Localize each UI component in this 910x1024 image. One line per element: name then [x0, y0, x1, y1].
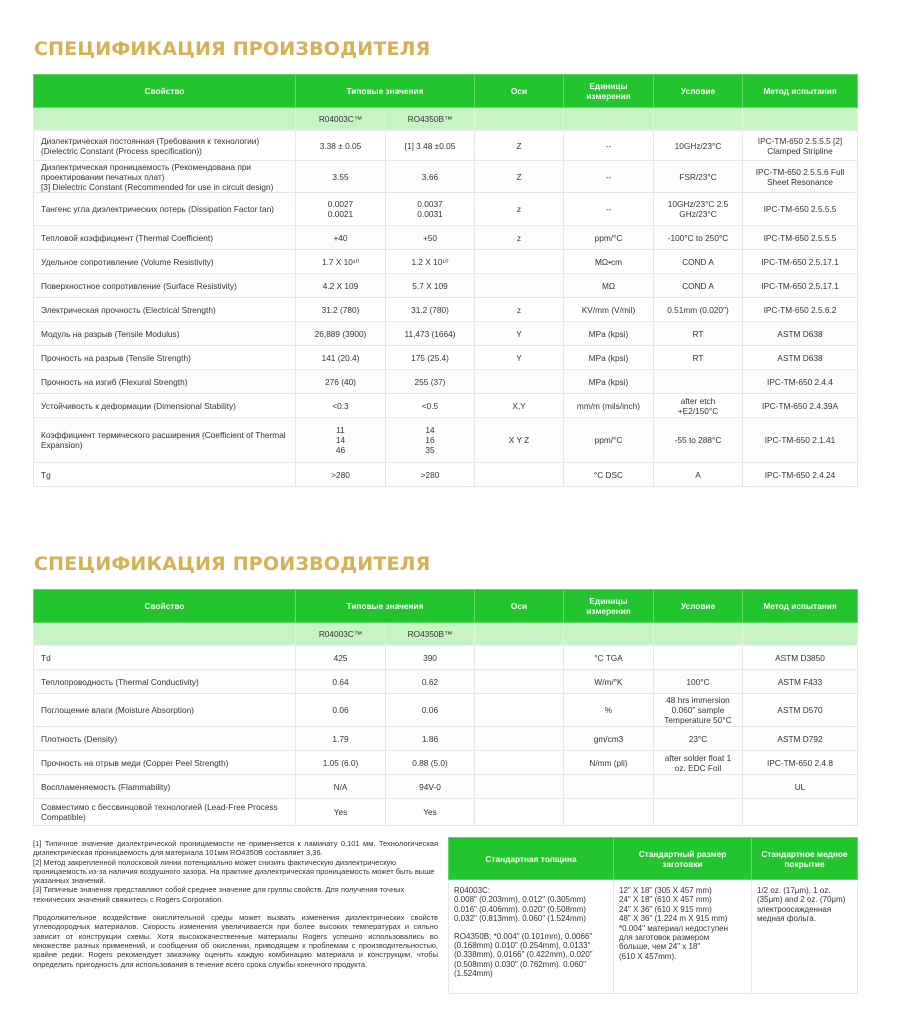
property-cell: Электрическая прочность (Electrical Strength) [34, 298, 296, 322]
axis-cell: X Y Z [475, 418, 564, 463]
table-row [34, 161, 858, 193]
unit-cell: -- [564, 131, 654, 161]
material-b-cell: >280 [386, 463, 475, 487]
material-a-cell: 26,889 (3900) [296, 322, 386, 346]
unit-cell: ppm/°C [564, 418, 654, 463]
material-b-header: RO4350B™ [386, 108, 475, 131]
material-b-cell: 31.2 (780) [386, 298, 475, 322]
col-header-typical: Типовые значения [296, 75, 475, 108]
property-cell: Td [34, 646, 296, 670]
material-a-cell: 0.64 [296, 670, 386, 694]
property-cell: Устойчивость к деформации (Dimensional Stability) [34, 394, 296, 418]
method-cell: IPC-TM-650 2.5.17.1 [743, 250, 858, 274]
condition-cell: 48 hrs immersion 0.060" sample Temperature 50°C [654, 694, 743, 727]
material-b-cell: 14 16 35 [386, 418, 475, 463]
axis-cell: z [475, 193, 564, 226]
material-a-cell: 3.38 ± 0.05 [296, 131, 386, 161]
method-cell: IPC-TM-650 2.5.5.5 [2] Clamped Stripline [743, 131, 858, 161]
table-row [34, 226, 858, 250]
footnote-3: [3] Типичные значения представляют собой среднее значение для группы свойств. Для получения точных технических значений свяжитесь с Rogers Corporation. [33, 885, 405, 904]
axis-cell: z [475, 298, 564, 322]
table-row [34, 694, 858, 727]
property-cell: Поглощение влаги (Moisture Absorption) [34, 694, 296, 727]
property-cell: Прочность на отрыв меди (Copper Peel Strength) [34, 751, 296, 775]
col-header-units: Единицы измерения [564, 590, 654, 623]
col-header-units: Единицы измерения [564, 75, 654, 108]
axis-cell: Y [475, 322, 564, 346]
method-cell: ASTM D3850 [743, 646, 858, 670]
unit-cell: MΩ•cm [564, 250, 654, 274]
method-cell: ASTM D570 [743, 694, 858, 727]
unit-cell: °C TGA [564, 646, 654, 670]
unit-cell [564, 775, 654, 799]
table-row [34, 463, 858, 487]
standard-sizes-table [448, 837, 858, 994]
material-a-cell: 1.05 (6.0) [296, 751, 386, 775]
method-cell: IPC-TM-650 2.5.5.5 [743, 226, 858, 250]
material-b-cell: 1.86 [386, 727, 475, 751]
condition-cell: 10GHz/23°C 2.5 GHz/23°C [654, 193, 743, 226]
material-a-cell: 4.2 X 109 [296, 274, 386, 298]
material-a-cell: Yes [296, 799, 386, 826]
subheader-row [34, 623, 858, 646]
material-a-cell: +40 [296, 226, 386, 250]
subheader-row [34, 108, 858, 131]
col-header-axes: Оси [475, 590, 564, 623]
col-header-property: Свойство [34, 75, 296, 108]
property-cell: Плотность (Density) [34, 727, 296, 751]
method-cell: UL [743, 775, 858, 799]
table-row [34, 670, 858, 694]
axis-cell [475, 646, 564, 670]
condition-cell: A [654, 463, 743, 487]
col-header-method: Метод испытания [743, 75, 858, 108]
property-cell: Диэлектрическая проницаемость (Рекомендована при проектировании печатных плат) [3] Dielectric Constant (Recommended for use in circuit design) [34, 161, 296, 193]
condition-cell [654, 775, 743, 799]
condition-cell: COND A [654, 250, 743, 274]
material-b-cell: 94V-0 [386, 775, 475, 799]
unit-cell: MPa (kpsi) [564, 346, 654, 370]
table-row [34, 394, 858, 418]
axis-cell [475, 694, 564, 727]
material-a-cell: 141 (20.4) [296, 346, 386, 370]
property-cell: Диэлектрическая постоянная (Требования к технологии) (Dielectric Constant (Process specification)) [34, 131, 296, 161]
material-a-cell: 0.06 [296, 694, 386, 727]
footnotes [33, 839, 438, 969]
spec-table-1 [33, 74, 858, 487]
material-b-cell: 0.62 [386, 670, 475, 694]
header-standard-copper: Стандартное медное покрытие [752, 838, 858, 880]
property-cell: Теплопроводность (Thermal Conductivity) [34, 670, 296, 694]
condition-cell: -55 to 288°C [654, 418, 743, 463]
axis-cell [475, 370, 564, 394]
condition-cell: RT [654, 322, 743, 346]
axis-cell [475, 775, 564, 799]
panel-size-cell: 12" X 18" (305 X 457 mm) 24" X 18" (610 X 457 mm) 24" X 36" (610 X 915 mm) 48" X 36" (1.224 m X 915 mm) *0.004" материал недоступен для заготовок размером больше, чем 24" x 18" (610 X 457mm). [614, 880, 752, 994]
col-header-axes: Оси [475, 75, 564, 108]
material-b-cell: 0.06 [386, 694, 475, 727]
table-row [34, 418, 858, 463]
table-row [34, 250, 858, 274]
method-cell: IPC-TM-650 2.5.5.6 Full Sheet Resonance [743, 161, 858, 193]
method-cell: IPC-TM-650 2.5.6.2 [743, 298, 858, 322]
table-row [34, 751, 858, 775]
material-a-cell: 425 [296, 646, 386, 670]
unit-cell: N/mm (pli) [564, 751, 654, 775]
condition-cell: after solder float 1 oz. EDC Foil [654, 751, 743, 775]
col-header-method: Метод испытания [743, 590, 858, 623]
material-a-cell: N/A [296, 775, 386, 799]
condition-cell: 10GHz/23°C [654, 131, 743, 161]
condition-cell: -100°C to 250°C [654, 226, 743, 250]
col-header-typical: Типовые значения [296, 590, 475, 623]
property-cell: Удельное сопротивление (Volume Resistivity) [34, 250, 296, 274]
header-standard-thickness: Стандартная толщина [449, 838, 614, 880]
method-cell: IPC-TM-650 2.4.4 [743, 370, 858, 394]
material-b-cell: 0.0037 0.0031 [386, 193, 475, 226]
oxidation-note: Продолжительное воздействие окислительной среды может вызвать изменения диэлектрических свойств углеводородных материалов. Скорость изменения увеличивается при более высоких температурах и сильно зависит от конструкции схемы. Хотя высококачественные материалы Rogers успешно использовались во множестве разных применений, и сообщения об окислении, приводящем к проблемам с производительностью, крайне редки. Rogers рекомендует заказчику оценить каждую комбинацию материала и конструкции, чтобы определить пригодность для использования в течение всего срока службы конечного продукта. [33, 913, 438, 969]
property-cell: Тепловой коэффициент (Thermal Coefficient) [34, 226, 296, 250]
unit-cell: -- [564, 193, 654, 226]
material-a-cell: 0.0027 0.0021 [296, 193, 386, 226]
method-cell: IPC-TM-650 2.4.39A [743, 394, 858, 418]
material-b-cell: [1] 3.48 ±0.05 [386, 131, 475, 161]
method-cell: IPC-TM-650 2.4.24 [743, 463, 858, 487]
material-a-header: R04003C™ [296, 623, 386, 646]
material-b-cell: 390 [386, 646, 475, 670]
method-cell: IPC-TM-650 2.5.5.5 [743, 193, 858, 226]
footnote-2: [2] Метод закрепленной полосковой линии потенциально может снизить фактическую диэлектрическую проницаемость из-за наличия воздушного зазора. На практике диэлектрическая проницаемость может быть выше указанных значений. [33, 857, 435, 886]
method-cell: ASTM D638 [743, 322, 858, 346]
property-cell: Совместимо с бессвинцовой технологией (Lead-Free Process Compatible) [34, 799, 296, 826]
table-row [34, 646, 858, 670]
material-b-cell: 1.2 X 10¹⁰ [386, 250, 475, 274]
method-cell: IPC-TM-650 2.5.17.1 [743, 274, 858, 298]
property-cell: Воспламеняемость (Flammability) [34, 775, 296, 799]
condition-cell: COND A [654, 274, 743, 298]
material-a-cell: 276 (40) [296, 370, 386, 394]
unit-cell: KV/mm (V/mil) [564, 298, 654, 322]
table-row [34, 370, 858, 394]
material-b-cell: Yes [386, 799, 475, 826]
axis-cell [475, 799, 564, 826]
unit-cell: -- [564, 161, 654, 193]
copper-cell: 1/2 oz. (17μm), 1 oz. (35μm) and 2 oz. (70μm) электроосажденная медная фольга. [752, 880, 858, 994]
condition-cell [654, 370, 743, 394]
property-cell: Модуль на разрыв (Tensile Modulus) [34, 322, 296, 346]
spec-table-2 [33, 589, 858, 826]
material-a-cell: 31.2 (780) [296, 298, 386, 322]
axis-cell [475, 250, 564, 274]
material-b-cell: 3.66 [386, 161, 475, 193]
col-header-condition: Условие [654, 590, 743, 623]
condition-cell [654, 799, 743, 826]
material-a-cell: 3.55 [296, 161, 386, 193]
thickness-ro4003c: R04003C: 0.008" (0.203mm), 0.012" (0.305mm) 0.016" (0.406mm). 0.020" (0.508mm) 0.032" (0.813mm). 0.060" (1.524mm) [454, 886, 586, 924]
condition-cell: RT [654, 346, 743, 370]
condition-cell [654, 646, 743, 670]
table-row [34, 193, 858, 226]
unit-cell: MPa (kpsi) [564, 370, 654, 394]
condition-cell: 100°C [654, 670, 743, 694]
table-row [34, 298, 858, 322]
axis-cell [475, 670, 564, 694]
page-title-2: СПЕЦИФИКАЦИЯ ПРОИЗВОДИТЕЛЯ [34, 553, 431, 575]
method-cell: ASTM D638 [743, 346, 858, 370]
material-a-cell: >280 [296, 463, 386, 487]
material-b-cell: 11,473 (1664) [386, 322, 475, 346]
material-b-header: RO4350B™ [386, 623, 475, 646]
axis-cell [475, 274, 564, 298]
page-title: СПЕЦИФИКАЦИЯ ПРОИЗВОДИТЕЛЯ [34, 38, 431, 60]
method-cell: ASTM F433 [743, 670, 858, 694]
unit-cell: °C DSC [564, 463, 654, 487]
unit-cell: MPa (kpsi) [564, 322, 654, 346]
unit-cell: gm/cm3 [564, 727, 654, 751]
property-cell: Тангенс угла диэлектрических потерь (Dissipation Factor tan) [34, 193, 296, 226]
material-a-cell: 1.7 X 10¹⁰ [296, 250, 386, 274]
material-b-cell: +50 [386, 226, 475, 250]
material-a-cell: <0.3 [296, 394, 386, 418]
header-standard-panel-size: Стандартный размер заготовки [614, 838, 752, 880]
method-cell: IPC-TM-650 2.4.8 [743, 751, 858, 775]
material-b-cell: <0.5 [386, 394, 475, 418]
col-header-condition: Условие [654, 75, 743, 108]
axis-cell: Z [475, 161, 564, 193]
property-cell: Прочность на изгиб (Flexural Strength) [34, 370, 296, 394]
header-row [34, 590, 858, 623]
thickness-ro4350b: RO4350B: *0.004" (0.101mm), 0.0066" (0.168mm) 0.010" (0.254mm), 0.0133" (0.338mm), 0.0166" (0.422mm), 0.020" (0.508mm) 0.030" (0.762mm). 0.060" (1.524mm) [454, 931, 593, 979]
axis-cell: Y [475, 346, 564, 370]
method-cell: IPC-TM-650 2.1.41 [743, 418, 858, 463]
table-row [34, 131, 858, 161]
condition-cell: after etch +E2/150°C [654, 394, 743, 418]
axis-cell [475, 727, 564, 751]
unit-cell: MΩ [564, 274, 654, 298]
property-cell: Прочность на разрыв (Tensile Strength) [34, 346, 296, 370]
header-row [34, 75, 858, 108]
property-cell: Коэффициент термического расширения (Coefficient of Thermal Expansion) [34, 418, 296, 463]
unit-cell: mm/m (mils/inch) [564, 394, 654, 418]
material-a-cell: 11 14 46 [296, 418, 386, 463]
property-cell: Tg [34, 463, 296, 487]
axis-cell: z [475, 226, 564, 250]
property-cell: Поверхностное сопротивление (Surface Resistivity) [34, 274, 296, 298]
axis-cell: X,Y [475, 394, 564, 418]
table-row [34, 274, 858, 298]
material-b-cell: 0.88 (5.0) [386, 751, 475, 775]
condition-cell: 23°C [654, 727, 743, 751]
material-a-header: R04003C™ [296, 108, 386, 131]
material-b-cell: 175 (25.4) [386, 346, 475, 370]
axis-cell [475, 751, 564, 775]
table-row [34, 322, 858, 346]
material-b-cell: 5.7 X 109 [386, 274, 475, 298]
method-cell: ASTM D792 [743, 727, 858, 751]
axis-cell: Z [475, 131, 564, 161]
material-a-cell: 1.79 [296, 727, 386, 751]
table-row [34, 775, 858, 799]
table-row [34, 799, 858, 826]
col-header-property: Свойство [34, 590, 296, 623]
condition-cell: 0.51mm (0.020") [654, 298, 743, 322]
material-b-cell: 255 (37) [386, 370, 475, 394]
unit-cell: ppm/°C [564, 226, 654, 250]
table-row [34, 727, 858, 751]
method-cell [743, 799, 858, 826]
table-row [34, 346, 858, 370]
unit-cell [564, 799, 654, 826]
unit-cell: % [564, 694, 654, 727]
axis-cell [475, 463, 564, 487]
thickness-cell [449, 880, 614, 994]
unit-cell: W/m/°K [564, 670, 654, 694]
footnote-1: [1] Типичное значение диэлектрической проницаемости не применяется к ламинату 0,101 мм. Технологическая диэлектрическая проницаемость для материала 101мм RO4350B составляет 3,36. [33, 839, 438, 858]
condition-cell: FSR/23°C [654, 161, 743, 193]
